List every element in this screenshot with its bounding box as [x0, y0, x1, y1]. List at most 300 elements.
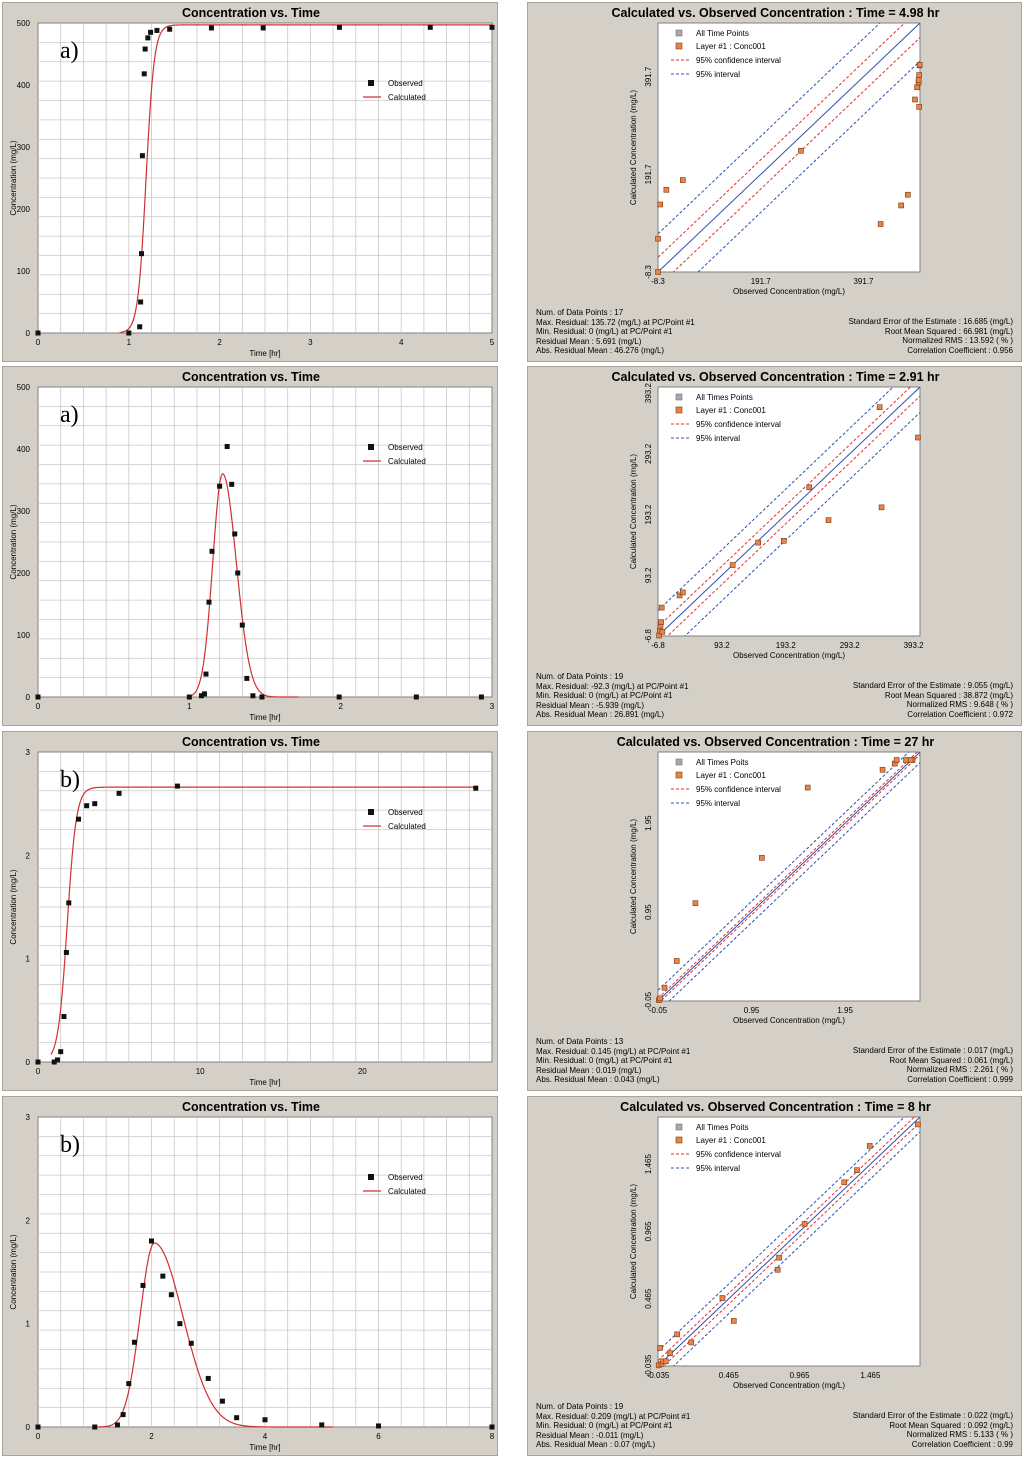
legend-calculated-label: Calculated — [388, 93, 426, 102]
observed-point — [217, 484, 222, 489]
y-tick-label: 0 — [25, 693, 30, 702]
observed-point — [177, 1321, 182, 1326]
data-point — [807, 485, 812, 490]
legend-all-points-marker — [676, 394, 682, 400]
stat-line: Num. of Data Points : 19 — [536, 1402, 624, 1411]
x-tick-label: 1.95 — [837, 1006, 853, 1015]
observed-point — [376, 1423, 381, 1428]
observed-point — [189, 1341, 194, 1346]
observed-point — [139, 251, 144, 256]
data-point — [908, 758, 913, 763]
observed-point — [187, 695, 192, 700]
observed-point — [145, 35, 150, 40]
observed-point — [142, 71, 147, 76]
y-tick-label: 400 — [16, 445, 30, 454]
chart-title: Concentration vs. Time — [182, 1100, 320, 1114]
legend-layer-marker — [676, 43, 682, 49]
observed-point — [36, 695, 41, 700]
x-tick-label: 0.95 — [743, 1006, 760, 1015]
legend-observed-label: Observed — [388, 79, 423, 88]
data-point — [730, 563, 735, 568]
x-tick-label: 1.465 — [860, 1371, 881, 1380]
observed-point — [319, 1422, 324, 1427]
legend-layer-marker — [676, 772, 682, 778]
y-tick-label: 300 — [16, 143, 30, 152]
observed-point — [121, 1412, 126, 1417]
observed-point — [58, 1049, 63, 1054]
y-tick-label: 0 — [25, 1058, 30, 1067]
observed-point — [64, 950, 69, 955]
observed-point — [115, 1422, 120, 1427]
legend-calculated-label: Calculated — [388, 1187, 426, 1196]
observed-point — [414, 695, 419, 700]
stat-line: Normalized RMS : 9.648 ( % ) — [906, 700, 1013, 710]
observed-point — [259, 695, 264, 700]
y-tick-label: 191.7 — [644, 164, 653, 185]
y-axis-label: Calculated Concentration (mg/L) — [629, 89, 638, 206]
data-point — [658, 202, 663, 207]
stat-line: Max. Residual: 0.145 (mg/L) at PC/Point #1 — [536, 1046, 691, 1056]
stat-line: Residual Mean : 5.691 (mg/L) — [536, 336, 642, 346]
chart-title: Concentration vs. Time — [182, 370, 320, 384]
y-tick-label: 500 — [16, 383, 30, 392]
y-axis-label: Concentration (mg/L) — [9, 140, 18, 216]
observed-point — [203, 672, 208, 677]
stat-line: Max. Residual: -92.3 (mg/L) at PC/Point #1 — [536, 681, 689, 691]
stat-line: Root Mean Squared : 0.061 (mg/L) — [889, 1055, 1013, 1065]
x-tick-label: 2 — [217, 338, 222, 347]
stat-line: Standard Error of the Estimate : 16.685 (mg/L) — [848, 317, 1013, 326]
stats-right-1 — [848, 317, 1013, 355]
data-point — [668, 1351, 673, 1356]
x-tick-label: 193.2 — [775, 641, 796, 650]
stats-left-1 — [536, 308, 695, 356]
x-tick-label: -8.3 — [651, 277, 665, 286]
observed-point — [126, 331, 131, 336]
observed-point — [490, 25, 495, 30]
legend-interval-label: 95% interval — [696, 1164, 741, 1173]
observed-point — [232, 531, 237, 536]
stat-line: Min. Residual: 0 (mg/L) at PC/Point #1 — [536, 327, 673, 337]
x-tick-label: 1 — [187, 702, 192, 711]
observed-point — [490, 1425, 495, 1430]
x-tick-label: 10 — [195, 1067, 205, 1076]
panel-label: b) — [60, 767, 80, 793]
stat-line: Min. Residual: 0 (mg/L) at PC/Point #1 — [536, 691, 673, 701]
observed-point — [132, 1340, 137, 1345]
stat-line: Residual Mean : -5.939 (mg/L) — [536, 700, 645, 710]
data-point — [759, 855, 764, 860]
x-axis-label: Observed Concentration (mg/L) — [732, 1381, 846, 1390]
observed-point — [61, 1014, 66, 1019]
panel-label: a) — [60, 38, 79, 64]
data-point — [756, 540, 761, 545]
x-tick-label: -0.05 — [648, 1006, 668, 1015]
observed-point — [337, 25, 342, 30]
observed-point — [428, 25, 433, 30]
y-tick-label: 100 — [16, 631, 30, 640]
data-point — [903, 758, 908, 763]
legend-layer-marker — [676, 1137, 682, 1143]
legend-layer-label: Layer #1 : Conc001 — [696, 406, 766, 415]
data-point — [867, 1143, 872, 1148]
time-series-chart-1 — [3, 3, 499, 363]
x-axis-label: Time [hr] — [249, 349, 281, 358]
data-point — [664, 187, 669, 192]
data-point — [775, 1267, 780, 1272]
observed-point — [234, 1415, 239, 1420]
y-tick-label: 1.465 — [644, 1154, 653, 1175]
y-tick-label: -0.035 — [644, 1354, 653, 1378]
y-tick-label: 2 — [25, 851, 30, 861]
observed-point — [160, 1274, 165, 1279]
y-tick-label: 200 — [16, 569, 30, 578]
x-axis-label: Time [hr] — [249, 1443, 281, 1452]
x-tick-label: 2 — [149, 1432, 154, 1441]
data-point — [899, 203, 904, 208]
data-point — [720, 1296, 725, 1301]
data-point — [826, 518, 831, 523]
observed-point — [225, 444, 230, 449]
stat-line: Abs. Residual Mean : 26.891 (mg/L) — [536, 710, 665, 720]
stat-line: Num. of Data Points : 13 — [536, 1037, 624, 1046]
chart-title: Calculated vs. Observed Concentration : Time = 8 hr — [620, 1100, 931, 1114]
data-point — [663, 1359, 668, 1364]
data-point — [689, 1340, 694, 1345]
y-tick-label: 500 — [16, 19, 30, 28]
y-tick-label: 0 — [25, 329, 30, 338]
data-point — [657, 996, 662, 1001]
stat-line: Root Mean Squared : 38.872 (mg/L) — [884, 690, 1013, 700]
observed-point — [140, 153, 145, 158]
x-tick-label: 0 — [35, 338, 41, 347]
x-axis-label: Observed Concentration (mg/L) — [732, 1016, 846, 1025]
legend-observed-label: Observed — [388, 808, 423, 817]
stats-right-4 — [853, 1411, 1013, 1449]
x-tick-label: 0.965 — [789, 1371, 810, 1380]
legend-all-points-label: All Time Points — [696, 29, 749, 38]
legend-layer-label: Layer #1 : Conc001 — [696, 1136, 766, 1145]
chart-title: Calculated vs. Observed Concentration : Time = 2.91 hr — [611, 370, 940, 384]
x-tick-label: 393.2 — [903, 641, 924, 650]
data-point — [659, 620, 664, 625]
y-axis-label: Concentration (mg/L) — [9, 504, 18, 580]
x-tick-label: 6 — [376, 1432, 381, 1441]
observed-point — [209, 25, 214, 30]
observed-point — [337, 695, 342, 700]
legend-confidence-label: 95% confidence interval — [696, 56, 781, 65]
legend-all-points-label: All Times Poits — [696, 758, 749, 767]
data-point — [675, 1332, 680, 1337]
x-tick-label: 5 — [489, 338, 495, 347]
observed-point — [479, 695, 484, 700]
stat-line: Root Mean Squared : 0.092 (mg/L) — [889, 1420, 1013, 1430]
observed-point — [206, 1376, 211, 1381]
y-tick-label: 0.965 — [644, 1221, 653, 1242]
x-tick-label: 8 — [489, 1432, 495, 1441]
x-axis-label: Observed Concentration (mg/L) — [732, 287, 846, 296]
stats-left-2 — [536, 672, 689, 720]
panel-label: a) — [60, 402, 79, 428]
time-series-panel-3 — [2, 731, 498, 1091]
data-point — [802, 1222, 807, 1227]
data-point — [674, 958, 679, 963]
panel-label: b) — [60, 1132, 80, 1158]
stat-line: Correlation Coefficient : 0.972 — [907, 709, 1013, 719]
x-tick-label: 391.7 — [853, 277, 874, 286]
data-point — [880, 767, 885, 772]
x-tick-label: 3 — [308, 338, 313, 347]
time-series-panel-4 — [2, 1096, 498, 1456]
y-tick-label: 193.2 — [644, 504, 653, 525]
data-point — [917, 73, 922, 78]
y-tick-label: -0.05 — [644, 991, 653, 1011]
y-tick-label: 93.2 — [644, 567, 653, 584]
x-tick-label: 4 — [398, 338, 404, 347]
observed-point — [140, 1283, 145, 1288]
observed-point — [207, 600, 212, 605]
stats-right-2 — [853, 681, 1013, 719]
data-point — [781, 538, 786, 543]
stat-line: Standard Error of the Estimate : 9.055 (mg/L) — [852, 681, 1013, 690]
observed-point — [36, 1425, 41, 1430]
observed-point — [250, 693, 255, 698]
y-axis-label: Calculated Concentration (mg/L) — [629, 1183, 638, 1300]
y-axis-label: Concentration (mg/L) — [9, 869, 18, 945]
stat-line: Max. Residual: 135.72 (mg/L) at PC/Point #1 — [536, 317, 695, 327]
stat-line: Abs. Residual Mean : 0.043 (mg/L) — [536, 1075, 660, 1085]
stat-line: Num. of Data Points : 17 — [536, 308, 624, 317]
data-point — [879, 505, 884, 510]
data-point — [894, 758, 899, 763]
stat-line: Standard Error of the Estimate : 0.017 (mg/L) — [852, 1046, 1013, 1055]
y-tick-label: 3 — [25, 748, 30, 757]
stat-line: Abs. Residual Mean : 0.07 (mg/L) — [536, 1440, 656, 1450]
data-point — [798, 148, 803, 153]
scatter-panel-1 — [527, 2, 1022, 362]
data-point — [777, 1255, 782, 1260]
x-tick-label: -6.8 — [651, 641, 665, 650]
x-tick-label: 4 — [262, 1432, 268, 1441]
x-axis-label: Time [hr] — [249, 1078, 281, 1087]
scatter-panel-4 — [527, 1096, 1022, 1456]
y-tick-label: 2 — [25, 1216, 30, 1226]
observed-point — [261, 25, 266, 30]
data-point — [917, 104, 922, 109]
legend-observed-marker — [368, 80, 374, 86]
observed-point — [235, 571, 240, 576]
data-point — [877, 405, 882, 410]
legend-calculated-label: Calculated — [388, 822, 426, 831]
observed-point — [36, 1060, 41, 1065]
stat-line: Correlation Coefficient : 0.99 — [911, 1439, 1013, 1449]
legend-observed-label: Observed — [388, 1173, 423, 1182]
observed-point — [220, 1399, 225, 1404]
y-tick-label: 0.465 — [644, 1288, 653, 1309]
chart-title: Concentration vs. Time — [182, 735, 320, 749]
observed-point — [244, 676, 249, 681]
data-point — [917, 62, 922, 67]
observed-point — [138, 300, 143, 305]
data-point — [660, 629, 665, 634]
x-tick-label: 20 — [357, 1067, 367, 1076]
x-tick-label: 2 — [338, 702, 343, 711]
stat-line: Max. Residual: 0.209 (mg/L) at PC/Point #1 — [536, 1411, 691, 1421]
observed-point — [92, 801, 97, 806]
observed-point — [240, 623, 245, 628]
x-tick-label: 0.465 — [718, 1371, 739, 1380]
observed-point — [473, 786, 478, 791]
data-point — [680, 178, 685, 183]
data-point — [731, 1318, 736, 1323]
legend-observed-label: Observed — [388, 443, 423, 452]
observed-point — [137, 324, 142, 329]
x-tick-label: 0 — [35, 1067, 41, 1076]
legend-all-points-label: All Times Points — [696, 393, 753, 402]
stat-line: Residual Mean : 0.019 (mg/L) — [536, 1065, 642, 1075]
data-point — [805, 785, 810, 790]
stat-line: Correlation Coefficient : 0.956 — [907, 345, 1013, 355]
observed-point — [263, 1417, 268, 1422]
observed-point — [154, 28, 159, 33]
stat-line: Root Mean Squared : 66.981 (mg/L) — [884, 326, 1013, 336]
y-axis-label: Calculated Concentration (mg/L) — [629, 453, 638, 570]
x-tick-label: 191.7 — [750, 277, 771, 286]
observed-point — [36, 331, 41, 336]
time-series-chart-4 — [3, 1097, 499, 1457]
y-tick-label: 1 — [25, 1319, 30, 1329]
legend-observed-marker — [368, 809, 374, 815]
observed-point — [117, 791, 122, 796]
data-point — [878, 222, 883, 227]
observed-point — [167, 27, 172, 32]
legend-all-points-marker — [676, 30, 682, 36]
y-tick-label: 3 — [25, 1113, 30, 1122]
chart-title: Calculated vs. Observed Concentration : Time = 4.98 hr — [611, 6, 940, 20]
y-tick-label: 300 — [16, 507, 30, 516]
y-axis-label: Calculated Concentration (mg/L) — [629, 818, 638, 935]
data-point — [915, 85, 920, 90]
legend-interval-label: 95% interval — [696, 70, 741, 79]
y-axis-label: Concentration (mg/L) — [9, 1234, 18, 1310]
time-series-panel-1 — [2, 2, 498, 362]
legend-all-points-marker — [676, 1124, 682, 1130]
legend-confidence-label: 95% confidence interval — [696, 1150, 781, 1159]
stat-line: Residual Mean : -0.011 (mg/L) — [536, 1430, 644, 1440]
stat-line: Normalized RMS : 5.133 ( % ) — [906, 1430, 1013, 1440]
y-tick-label: 1.95 — [644, 815, 653, 831]
observed-point — [175, 784, 180, 789]
data-point — [915, 1122, 920, 1127]
observed-point — [66, 900, 71, 905]
time-series-chart-3 — [3, 732, 499, 1092]
x-tick-label: 293.2 — [839, 641, 860, 650]
data-point — [842, 1180, 847, 1185]
observed-point — [76, 817, 81, 822]
data-point — [916, 77, 921, 82]
legend-layer-label: Layer #1 : Conc001 — [696, 771, 766, 780]
legend-observed-marker — [368, 1174, 374, 1180]
x-tick-label: 1 — [126, 338, 132, 347]
legend-all-points-label: All Times Poits — [696, 1123, 749, 1132]
legend-observed-marker — [368, 444, 374, 450]
legend-confidence-label: 95% confidence interval — [696, 420, 781, 429]
observed-point — [55, 1057, 60, 1062]
y-tick-label: 0.95 — [644, 904, 653, 920]
legend-layer-label: Layer #1 : Conc001 — [696, 42, 766, 51]
observed-point — [92, 1425, 97, 1430]
y-tick-label: -8.3 — [644, 265, 653, 279]
data-point — [905, 192, 910, 197]
y-tick-label: 393.2 — [644, 383, 653, 404]
legend-interval-label: 95% interval — [696, 434, 741, 443]
stat-line: Min. Residual: 0 (mg/L) at PC/Point #1 — [536, 1056, 673, 1066]
stat-line: Normalized RMS : 13.592 ( % ) — [902, 336, 1013, 346]
data-point — [659, 605, 664, 610]
observed-point — [149, 1239, 154, 1244]
data-point — [656, 236, 661, 241]
stat-line: Min. Residual: 0 (mg/L) at PC/Point #1 — [536, 1421, 673, 1431]
time-series-panel-2 — [2, 366, 498, 726]
y-tick-label: -6.8 — [644, 629, 653, 643]
scatter-panel-2 — [527, 366, 1022, 726]
observed-point — [143, 47, 148, 52]
observed-point — [202, 691, 207, 696]
y-tick-label: 200 — [16, 205, 30, 214]
x-axis-label: Observed Concentration (mg/L) — [732, 651, 846, 660]
observed-point — [126, 1381, 131, 1386]
data-point — [854, 1168, 859, 1173]
x-tick-label: 0 — [35, 702, 41, 711]
legend-calculated-label: Calculated — [388, 457, 426, 466]
data-point — [693, 901, 698, 906]
y-tick-label: 293.2 — [644, 443, 653, 464]
stat-line: Standard Error of the Estimate : 0.022 (mg/L) — [852, 1411, 1013, 1420]
data-point — [913, 97, 918, 102]
data-point — [915, 435, 920, 440]
stats-left-3 — [536, 1037, 690, 1085]
x-tick-label: -0.035 — [646, 1371, 670, 1380]
observed-point — [148, 30, 153, 35]
y-tick-label: 391.7 — [644, 66, 653, 87]
x-axis-label: Time [hr] — [249, 713, 281, 722]
legend-layer-marker — [676, 407, 682, 413]
time-series-chart-2 — [3, 367, 499, 727]
stat-line: Num. of Data Points : 19 — [536, 672, 624, 681]
y-tick-label: 0 — [25, 1423, 30, 1432]
data-point — [658, 1345, 663, 1350]
observed-point — [229, 482, 234, 487]
stat-line: Abs. Residual Mean : 46.276 (mg/L) — [536, 346, 665, 356]
data-point — [662, 985, 667, 990]
stat-line: Normalized RMS : 2.261 ( % ) — [906, 1065, 1013, 1075]
data-point — [656, 270, 661, 275]
stats-left-4 — [536, 1402, 690, 1450]
observed-point — [210, 549, 215, 554]
observed-point — [169, 1292, 174, 1297]
scatter-panel-3 — [527, 731, 1022, 1091]
legend-confidence-label: 95% confidence interval — [696, 785, 781, 794]
x-tick-label: 3 — [489, 702, 495, 711]
observed-point — [84, 803, 89, 808]
x-tick-label: 93.2 — [714, 641, 730, 650]
legend-interval-label: 95% interval — [696, 799, 741, 808]
chart-title: Calculated vs. Observed Concentration : Time = 27 hr — [616, 735, 935, 749]
stats-right-3 — [853, 1046, 1013, 1084]
chart-title: Concentration vs. Time — [182, 6, 320, 20]
y-tick-label: 1 — [25, 954, 30, 964]
data-point — [680, 590, 685, 595]
